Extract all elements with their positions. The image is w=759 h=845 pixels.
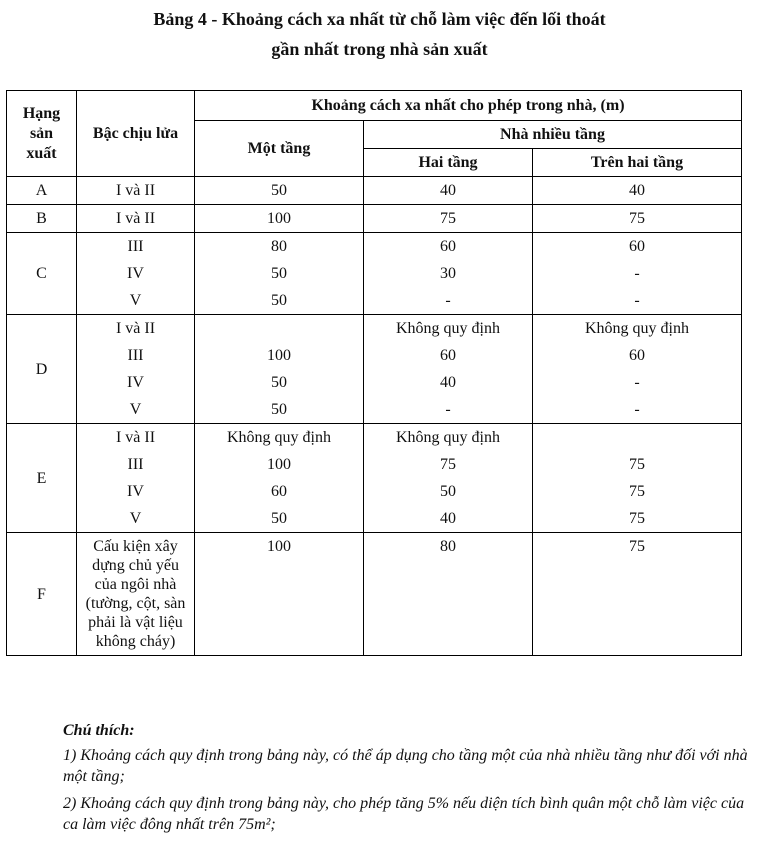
header-hang-san-xuat: Hạng sản xuất — [7, 91, 77, 177]
cell-value: 30 — [440, 265, 456, 282]
cell-value: 60 — [629, 347, 645, 364]
cell-value: I và II — [115, 429, 156, 446]
cell-value: Không quy định — [396, 429, 500, 446]
cell-value: Không quy định — [396, 320, 500, 337]
bac-chiu-lua-cell — [77, 233, 195, 315]
cell-value: 60 — [629, 238, 645, 255]
cell-value: 50 — [440, 483, 456, 500]
cell-value: 40 — [440, 510, 456, 527]
hang-cell: D — [7, 315, 77, 424]
cell-value: - — [634, 265, 640, 282]
cell-value: 50 — [271, 374, 287, 391]
hai-tang-cell — [364, 424, 533, 533]
table-row — [7, 233, 742, 315]
tren-hai-tang-cell — [533, 233, 742, 315]
hang-cell: A — [7, 177, 77, 205]
cell-value: 100 — [267, 347, 291, 364]
cell-value: V — [129, 401, 142, 418]
hai-tang-cell — [364, 177, 533, 205]
cell-value: 75 — [629, 456, 645, 473]
header-bac-chiu-lua: Bậc chịu lửa — [77, 91, 195, 177]
cell-value: 80 — [271, 238, 287, 255]
cell-value: 75 — [629, 210, 645, 227]
mot-tang-cell — [195, 315, 364, 424]
note-item-2: 2) Khoảng cách quy định trong bảng này, cho phép tăng 5% nếu diện tích bình quân một chỗ làm việc của ca làm việc đông nhất trên 75m²; — [63, 795, 745, 833]
cell-value: IV — [127, 265, 144, 282]
cell-value: 50 — [271, 510, 287, 527]
mot-tang-cell — [195, 233, 364, 315]
cell-value: 75 — [629, 483, 645, 500]
bac-chiu-lua-cell — [77, 177, 195, 205]
bac-chiu-lua-cell — [77, 424, 195, 533]
cell-value: V — [129, 510, 142, 527]
cell-value: 75 — [440, 210, 456, 227]
hai-tang-cell — [364, 315, 533, 424]
cell-value: 60 — [440, 347, 456, 364]
tren-hai-tang-cell: 75 — [533, 533, 742, 656]
table-title-line-2: gần nhất trong nhà sản xuất — [271, 39, 488, 59]
hai-tang-cell — [364, 205, 533, 233]
hang-cell: E — [7, 424, 77, 533]
cell-value: 100 — [267, 210, 291, 227]
cell-value: 50 — [271, 292, 287, 309]
cell-value: 50 — [271, 265, 287, 282]
mot-tang-cell — [195, 205, 364, 233]
header-hai-tang: Hai tầng — [364, 149, 533, 177]
cell-value: 75 — [440, 456, 456, 473]
cell-value: 60 — [271, 483, 287, 500]
cell-value: 50 — [271, 182, 287, 199]
table-title-line-1: Bảng 4 - Khoảng cách xa nhất từ chỗ làm việc đến lối thoát — [153, 9, 606, 29]
cell-value: I và II — [115, 210, 156, 227]
note-item-1: 1) Khoảng cách quy định trong bảng này, có thể áp dụng cho tầng một của nhà nhiều tầng như đối với nhà một tầng; — [63, 747, 748, 785]
header-tren-hai-tang: Trên hai tầng — [533, 149, 742, 177]
hang-cell: F — [7, 533, 77, 656]
header-nha-nhieu-tang: Nhà nhiều tầng — [364, 121, 742, 149]
cell-value: - — [634, 292, 640, 309]
table-body — [7, 177, 742, 656]
cell-value: - — [445, 292, 451, 309]
cell-value: IV — [127, 483, 144, 500]
cell-value: III — [127, 238, 144, 255]
hang-cell: B — [7, 205, 77, 233]
table-row — [7, 424, 742, 533]
hang-cell: C — [7, 233, 77, 315]
cell-value: III — [127, 456, 144, 473]
cell-value: V — [129, 292, 142, 309]
cell-value: 40 — [440, 182, 456, 199]
bac-chiu-lua-cell — [77, 315, 195, 424]
hai-tang-cell: 80 — [364, 533, 533, 656]
notes-section — [63, 722, 759, 841]
header-mot-tang: Một tầng — [195, 121, 364, 177]
table-row — [7, 315, 742, 424]
table-row — [7, 205, 742, 233]
cell-value: - — [634, 401, 640, 418]
mot-tang-cell — [195, 424, 364, 533]
cell-value: III — [127, 347, 144, 364]
cell-value: Không quy định — [585, 320, 689, 337]
tren-hai-tang-cell — [533, 315, 742, 424]
notes-heading: Chú thích: — [63, 722, 135, 739]
bac-chiu-lua-cell — [77, 205, 195, 233]
mot-tang-cell: 100 — [195, 533, 364, 656]
cell-value: I và II — [115, 182, 156, 199]
mot-tang-cell — [195, 177, 364, 205]
cell-value: Không quy định — [227, 429, 331, 446]
cell-value: 100 — [267, 456, 291, 473]
cell-value: - — [634, 374, 640, 391]
cell-value: 60 — [440, 238, 456, 255]
table-row — [7, 533, 742, 656]
cell-value: 50 — [271, 401, 287, 418]
header-khoang-cach: Khoảng cách xa nhất cho phép trong nhà, (m) — [195, 91, 742, 121]
cell-value: - — [445, 401, 451, 418]
bac-chiu-lua-cell: Cấu kiện xây dựng chủ yếu của ngôi nhà (tường, cột, sàn phải là vật liệu không cháy) — [77, 533, 195, 656]
cell-value: I và II — [115, 320, 156, 337]
cell-value: 75 — [629, 510, 645, 527]
cell-value — [533, 424, 741, 451]
tren-hai-tang-cell — [533, 177, 742, 205]
tren-hai-tang-cell — [533, 424, 742, 533]
cell-value: IV — [127, 374, 144, 391]
cell-value: 40 — [629, 182, 645, 199]
cell-value — [195, 315, 363, 342]
distance-table — [6, 90, 742, 656]
cell-value: 40 — [440, 374, 456, 391]
hai-tang-cell — [364, 233, 533, 315]
tren-hai-tang-cell — [533, 205, 742, 233]
table-row — [7, 177, 742, 205]
